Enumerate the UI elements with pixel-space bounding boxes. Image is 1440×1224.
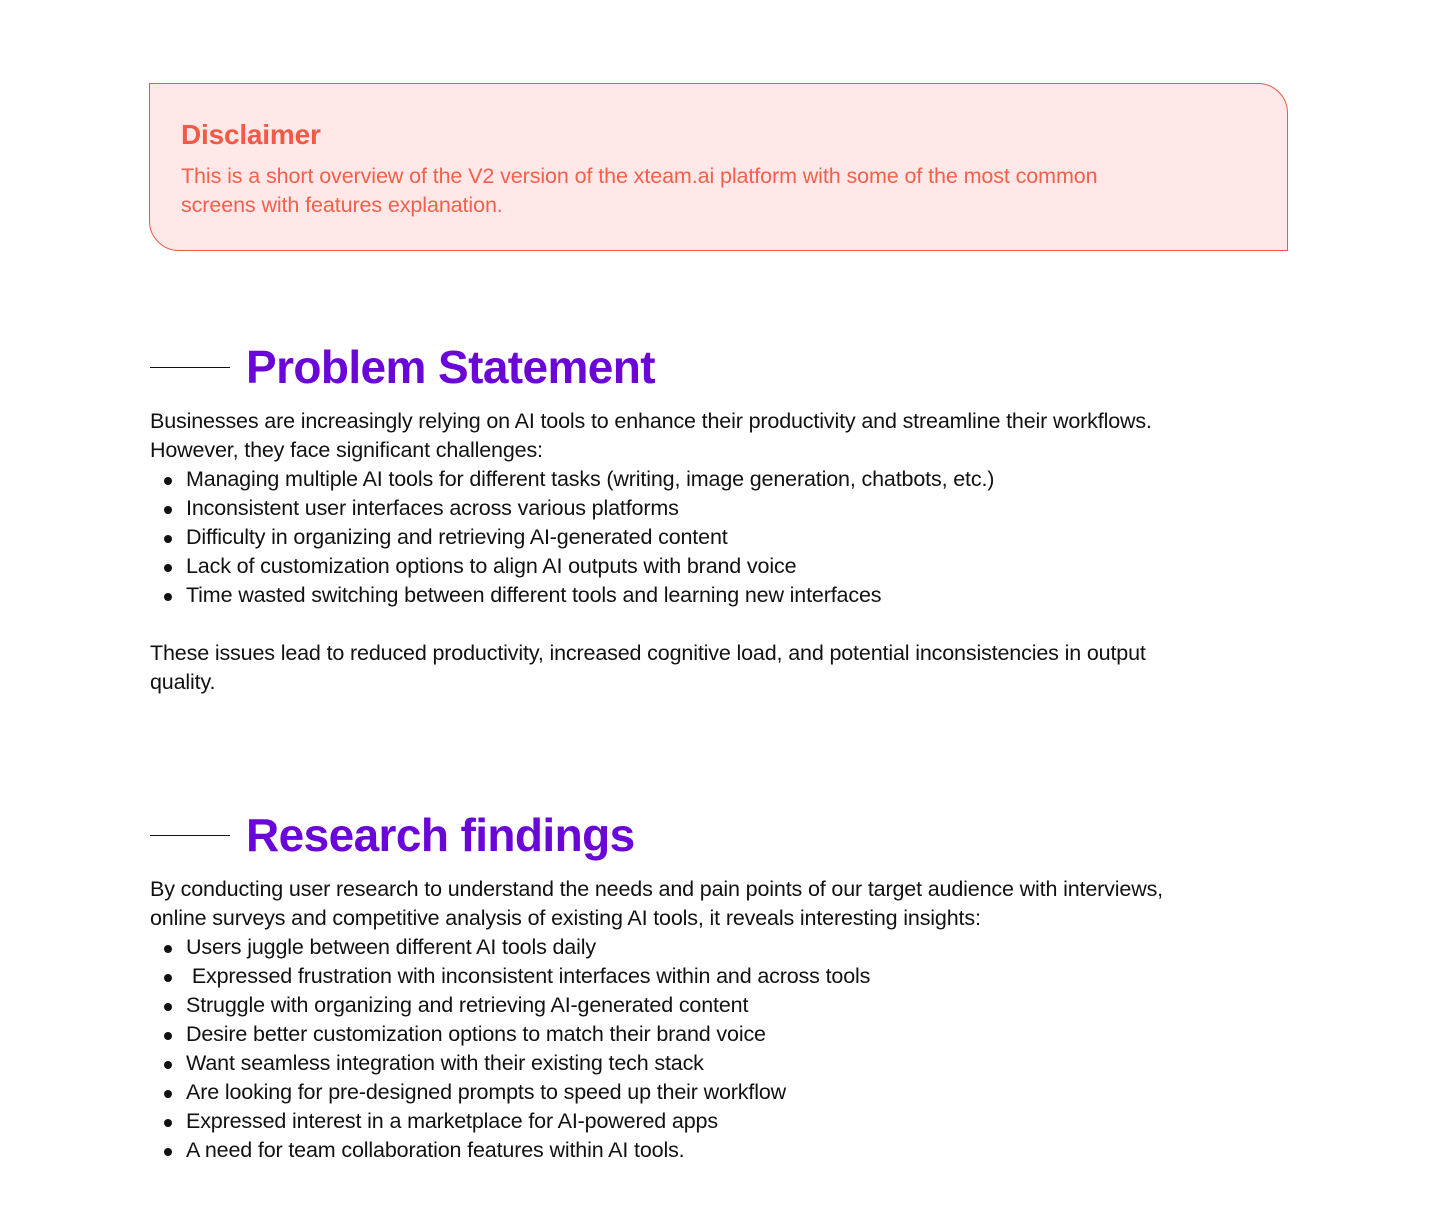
text-line: Businesses are increasingly relying on AI tools to enhance their productivity and streamline their workflows. bbox=[150, 409, 1152, 433]
list-item bbox=[150, 552, 1310, 581]
list-item bbox=[150, 962, 1310, 991]
disclaimer-box bbox=[149, 83, 1288, 251]
list-item bbox=[150, 1136, 1310, 1165]
heading-rule-divider bbox=[150, 367, 230, 368]
bullet-icon bbox=[164, 1119, 172, 1127]
bullet-icon bbox=[164, 506, 172, 514]
bullet-icon bbox=[164, 1148, 172, 1156]
text-line: By conducting user research to understand the needs and pain points of our target audience with interviews, bbox=[150, 877, 1164, 901]
text-line: These issues lead to reduced productivity, increased cognitive load, and potential inconsistencies in output bbox=[150, 641, 1146, 665]
bullet-icon bbox=[164, 1061, 172, 1069]
list-item-text: Are looking for pre-designed prompts to speed up their workflow bbox=[186, 1080, 787, 1104]
list-item-text: Inconsistent user interfaces across various platforms bbox=[186, 496, 679, 520]
list-item-text: A need for team collaboration features within AI tools. bbox=[186, 1138, 685, 1162]
list-item bbox=[150, 1049, 1310, 1078]
bullet-icon bbox=[164, 974, 172, 982]
heading-rule-divider bbox=[150, 835, 230, 836]
research-findings-section bbox=[150, 805, 1310, 1165]
section-header bbox=[150, 805, 1310, 865]
bullet-icon bbox=[164, 593, 172, 601]
bullet-icon bbox=[164, 1003, 172, 1011]
list-item bbox=[150, 523, 1310, 552]
list-item bbox=[150, 465, 1310, 494]
list-item-text: Users juggle between different AI tools daily bbox=[186, 935, 596, 959]
disclaimer-title: Disclaimer bbox=[181, 119, 321, 150]
list-item bbox=[150, 933, 1310, 962]
intro-paragraph bbox=[150, 407, 1310, 465]
list-item bbox=[150, 991, 1310, 1020]
disclaimer-text-line: screens with features explanation. bbox=[181, 193, 503, 217]
bullet-icon bbox=[164, 564, 172, 572]
bullet-icon bbox=[164, 535, 172, 543]
list-item bbox=[150, 1078, 1310, 1107]
list-item bbox=[150, 581, 1310, 610]
list-item-text: Want seamless integration with their existing tech stack bbox=[186, 1051, 704, 1075]
bullet-icon bbox=[164, 1032, 172, 1040]
disclaimer-text-line: This is a short overview of the V2 version of the xteam.ai platform with some of the most common bbox=[181, 164, 1098, 188]
intro-paragraph bbox=[150, 875, 1310, 933]
bullet-icon bbox=[164, 477, 172, 485]
disclaimer-text bbox=[181, 162, 1255, 220]
list-item-text: Difficulty in organizing and retrieving AI-generated content bbox=[186, 525, 728, 549]
bullet-icon bbox=[164, 945, 172, 953]
section-content bbox=[150, 407, 1310, 697]
bullet-icon bbox=[164, 1090, 172, 1098]
insights-list bbox=[150, 933, 1310, 1165]
section-content bbox=[150, 875, 1310, 1165]
section-title: Research findings bbox=[246, 809, 635, 861]
text-line: However, they face significant challenges: bbox=[150, 438, 543, 462]
list-item bbox=[150, 1020, 1310, 1049]
list-item-text: Expressed frustration with inconsistent interfaces within and across tools bbox=[186, 964, 871, 988]
list-item bbox=[150, 1107, 1310, 1136]
conclusion-paragraph bbox=[150, 639, 1310, 697]
text-line: online surveys and competitive analysis of existing AI tools, it reveals interesting insights: bbox=[150, 906, 981, 930]
list-item-text: Managing multiple AI tools for different tasks (writing, image generation, chatbots, etc.) bbox=[186, 467, 995, 491]
list-item bbox=[150, 494, 1310, 523]
problem-statement-section bbox=[150, 337, 1310, 697]
text-line: quality. bbox=[150, 670, 216, 694]
list-item-text: Time wasted switching between different tools and learning new interfaces bbox=[186, 583, 882, 607]
section-title: Problem Statement bbox=[246, 341, 656, 393]
list-item-text: Desire better customization options to match their brand voice bbox=[186, 1022, 766, 1046]
list-item-text: Lack of customization options to align AI outputs with brand voice bbox=[186, 554, 797, 578]
section-header bbox=[150, 337, 1310, 397]
list-item-text: Struggle with organizing and retrieving AI-generated content bbox=[186, 993, 749, 1017]
challenges-list bbox=[150, 465, 1310, 610]
list-item-text: Expressed interest in a marketplace for AI-powered apps bbox=[186, 1109, 718, 1133]
